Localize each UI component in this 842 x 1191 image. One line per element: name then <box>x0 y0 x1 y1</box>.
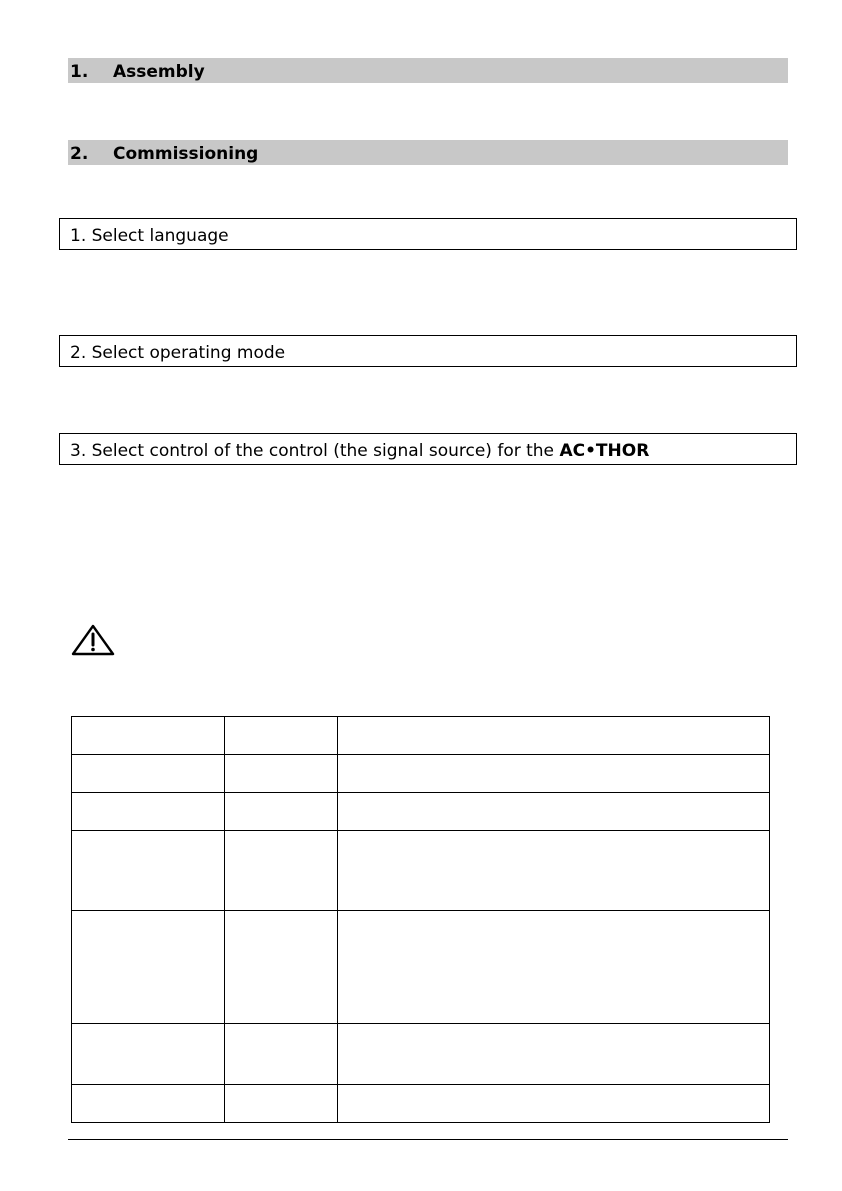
table-cell <box>338 755 770 793</box>
section-title: Commissioning <box>113 144 259 164</box>
warning-triangle-icon <box>71 624 115 656</box>
table-cell <box>72 831 225 911</box>
table-row <box>72 717 770 755</box>
section-number: 2. <box>70 144 89 164</box>
table-cell <box>338 717 770 755</box>
table-cell <box>72 1024 225 1085</box>
data-table <box>71 716 770 1123</box>
table-cell <box>225 831 338 911</box>
table-cell <box>72 755 225 793</box>
step-select-language <box>59 218 797 250</box>
product-name: AC•THOR <box>559 441 650 461</box>
table-row <box>72 831 770 911</box>
table-row <box>72 1024 770 1085</box>
table-cell <box>338 911 770 1024</box>
table-cell <box>225 1085 338 1123</box>
table-row <box>72 1085 770 1123</box>
footer-divider <box>68 1139 788 1140</box>
section-number: 1. <box>70 62 89 82</box>
table-cell <box>225 1024 338 1085</box>
step-label: 3. Select control of the control (the signal source) for the <box>70 441 560 461</box>
table-cell <box>72 793 225 831</box>
table-cell <box>338 1085 770 1123</box>
table-cell <box>225 755 338 793</box>
step-select-control-source <box>59 433 797 465</box>
step-label: 2. Select operating mode <box>70 343 286 363</box>
section-heading-commissioning <box>68 140 788 165</box>
table-cell <box>72 717 225 755</box>
table-cell <box>225 793 338 831</box>
section-title: Assembly <box>113 62 205 82</box>
table-cell <box>225 717 338 755</box>
step-select-operating-mode <box>59 335 797 367</box>
table-row <box>72 755 770 793</box>
table-cell <box>72 1085 225 1123</box>
table-cell <box>338 793 770 831</box>
step-label: 1. Select language <box>70 226 229 246</box>
table-cell <box>338 831 770 911</box>
table-row <box>72 911 770 1024</box>
table-row <box>72 793 770 831</box>
table-cell <box>225 911 338 1024</box>
section-heading-assembly <box>68 58 788 83</box>
table-cell <box>72 911 225 1024</box>
table-cell <box>338 1024 770 1085</box>
